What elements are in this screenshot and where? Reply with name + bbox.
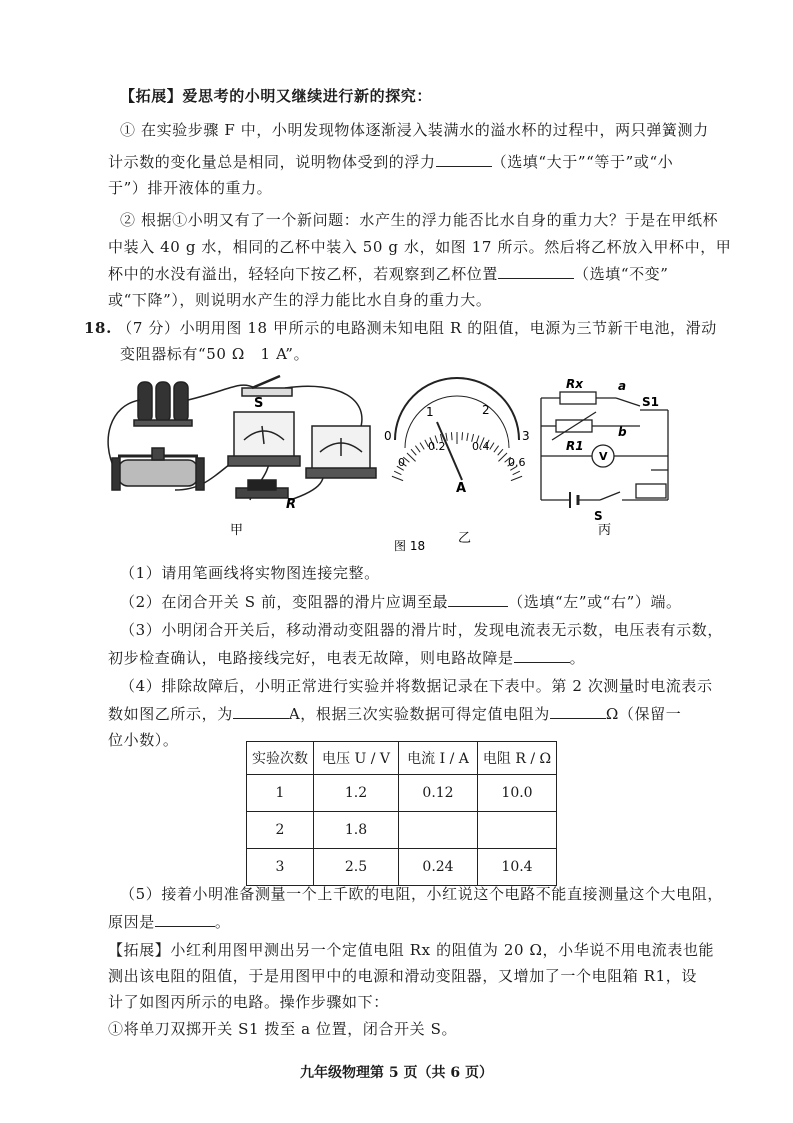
answer-blank[interactable] <box>155 912 215 927</box>
table-header: 电流 I / A <box>399 742 478 775</box>
table-cell: 3 <box>247 849 314 886</box>
dial-top-label-0: 0 <box>384 429 392 443</box>
answer-blank[interactable] <box>448 592 508 607</box>
extension-p1-line3: 于”）排开液体的重力。 <box>108 179 273 197</box>
dial-tick <box>407 453 416 461</box>
terminal-b-label: b <box>618 425 627 439</box>
voltmeter-label: V <box>599 450 608 463</box>
extension-2-line2: 测出该电阻的阻值，于是用图甲中的电源和滑动变阻器，又增加了一个电阻箱 R1，设 <box>108 967 698 985</box>
answer-blank[interactable] <box>498 264 574 279</box>
extension-heading: 【拓展】爱思考的小明又继续进行新的探究： <box>120 87 433 105</box>
table-cell: 1.8 <box>314 812 399 849</box>
dial-top-label-2: 2 <box>482 403 490 417</box>
figure-label-c: 丙 <box>598 523 612 538</box>
circuit-s-label: S <box>594 509 603 523</box>
table-header: 实验次数 <box>247 742 314 775</box>
dial-tick <box>420 443 424 450</box>
dial-top-label-1: 1 <box>426 405 434 419</box>
subquestion-5-line2 <box>108 912 230 932</box>
table-cell: 2.5 <box>314 849 399 886</box>
page-footer: 九年级物理第 5 页（共 6 页） <box>300 1065 493 1081</box>
extension-p1-line1: ① 在实验步骤 F 中，小明发现物体逐渐浸入装满水的溢水杯的过程中，两只弹簧测力 <box>120 121 709 139</box>
dial-tick <box>467 433 468 441</box>
extension-2-line3: 计了如图丙所示的电路。操作步骤如下： <box>108 993 389 1011</box>
dial-bottom-label-1: 0.2 <box>428 440 446 453</box>
dial-tick <box>494 446 499 452</box>
extension-p2-line1: ② 根据①小明又有了一个新问题：水产生的浮力能否比水自身的重力大？于是在甲纸杯 <box>120 211 719 229</box>
dial-tick <box>498 449 503 455</box>
dial-bottom-label-0: 0 <box>398 456 405 469</box>
dial-tick <box>513 471 520 475</box>
ammeter-dial <box>392 378 522 481</box>
extension-p1-line2b: （选填“大于”“等于”或“小 <box>491 153 674 171</box>
subquestion-5-line2a: 原因是 <box>108 913 155 931</box>
subquestion-4-line2b: A，根据三次实验数据可得定值电阻为 <box>288 705 550 723</box>
subquestion-1: （1）请用笔画线将实物图连接完整。 <box>120 564 380 582</box>
dial-tick <box>451 432 452 440</box>
answer-blank[interactable] <box>436 152 492 167</box>
figure-caption: 图 18 <box>394 539 426 553</box>
extension-p2-line2: 中装入 40 g 水，相同的乙杯中装入 50 g 水，如图 17 所示。然后将乙杯放入甲杯中，甲 <box>108 238 732 256</box>
resistor-icon <box>236 480 288 498</box>
data-table <box>246 741 557 886</box>
figure-label-b: 乙 <box>458 531 472 546</box>
subquestion-4-line2c: Ω（保留一 <box>605 705 682 723</box>
ammeter-device-icon <box>228 412 300 466</box>
table-cell <box>478 812 557 849</box>
table-header: 电阻 R / Ω <box>478 742 557 775</box>
table-cell: 2 <box>247 812 314 849</box>
s1-label: S1 <box>642 395 659 409</box>
extension-p2-line3 <box>108 264 669 284</box>
answer-blank[interactable] <box>514 648 570 663</box>
dial-bottom-label-3: 0.6 <box>508 456 526 469</box>
dial-tick <box>446 433 447 441</box>
question-18-line2: 变阻器标有“50 Ω 1 A”。 <box>120 345 310 363</box>
subquestion-2b: （选填“左”或“右”）端。 <box>508 593 682 611</box>
dial-top-label-3: 3 <box>522 429 530 443</box>
dial-tick <box>392 476 403 480</box>
physical-circuit <box>108 376 376 500</box>
dial-tick <box>498 453 507 461</box>
extension-2-step1: ①将单刀双掷开关 S1 拨至 a 位置，闭合开关 S。 <box>108 1020 458 1038</box>
answer-blank[interactable] <box>233 704 289 719</box>
subquestion-4-line2 <box>108 704 681 724</box>
table-cell: 10.0 <box>478 775 557 812</box>
subquestion-2 <box>120 592 682 612</box>
extension-p1-line2 <box>108 152 673 172</box>
table-row <box>247 812 557 849</box>
question-18-text1: （7 分）小明用图 18 甲所示的电路测未知电阻 R 的阻值，电源为三节新干电池，滑动 <box>117 319 717 337</box>
rx-label: Rx <box>566 377 583 391</box>
rx-resistor-icon <box>560 392 596 404</box>
subquestion-3-line1: （3）小明闭合开关后，移动滑动变阻器的滑片时，发现电流表无示数，电压表有示数， <box>120 621 723 639</box>
r1-label: R1 <box>566 439 584 453</box>
subquestion-2a: （2）在闭合开关 S 前，变阻器的滑片应调至最 <box>120 593 449 611</box>
subquestion-3-line2b: 。 <box>569 649 586 667</box>
extension-p2-line4: 或“下降”），则说明水产生的浮力能比水自身的重力大。 <box>108 291 492 309</box>
table-cell: 0.12 <box>399 775 478 812</box>
dial-tick <box>511 476 522 480</box>
extension-2-line1: 【拓展】小红利用图甲测出另一个定值电阻 Rx 的阻值为 20 Ω，小华说不用电流表也能 <box>108 941 715 959</box>
terminal-a-label: a <box>618 379 627 393</box>
dial-tick <box>415 446 420 452</box>
dial-tick <box>462 432 463 440</box>
table-cell: 0.24 <box>399 849 478 886</box>
table-header-row <box>247 742 557 775</box>
switch-label: S <box>254 396 264 411</box>
extension-p1-line2a: 计示数的变化量总是相同，说明物体受到的浮力 <box>108 153 436 171</box>
extension-p2-line3b: （选填“不变” <box>574 265 669 283</box>
battery-pack-icon <box>134 382 192 426</box>
resistor-label: R <box>286 497 297 512</box>
extension-p2-line3a: 杯中的水没有溢出，轻轻向下按乙杯，若观察到乙杯位置 <box>108 265 499 283</box>
table-cell: 1 <box>247 775 314 812</box>
table-cell <box>399 812 478 849</box>
subquestion-5-line2b: 。 <box>214 913 231 931</box>
figure-18 <box>0 360 793 560</box>
dial-ticks <box>392 432 522 481</box>
subquestion-4-line1: （4）排除故障后，小明正常进行实验并将数据记录在下表中。第 2 次测量时电流表示 <box>120 677 713 695</box>
table-row <box>247 849 557 886</box>
figure-label-a: 甲 <box>230 523 244 538</box>
dial-tick <box>394 471 401 475</box>
subquestion-3-line2 <box>108 648 585 668</box>
dial-tick <box>490 443 494 450</box>
table-cell: 10.4 <box>478 849 557 886</box>
rheostat-symbol-icon <box>636 484 666 498</box>
dial-bottom-label-2: 0.4 <box>472 440 490 453</box>
table-header: 电压 U / V <box>314 742 399 775</box>
dial-tick <box>411 449 416 455</box>
subquestion-5-line1: （5）接着小明准备测量一个上千欧的电阻，小红说这个电路不能直接测量这个大电阻， <box>120 885 723 903</box>
subquestion-3-line2a: 初步检查确认，电路接线完好，电表无故障，则电路故障是 <box>108 649 514 667</box>
question-18-line1 <box>84 318 717 338</box>
table-row <box>247 775 557 812</box>
subquestion-4-line2a: 数如图乙所示，为 <box>108 705 233 723</box>
voltmeter-device-icon <box>306 426 376 478</box>
rheostat-icon <box>112 448 204 490</box>
dial-unit: A <box>456 481 467 496</box>
table-cell: 1.2 <box>314 775 399 812</box>
answer-blank[interactable] <box>550 704 606 719</box>
question-number: 18. <box>84 319 112 337</box>
subquestion-4-line3: 位小数）。 <box>108 731 179 749</box>
